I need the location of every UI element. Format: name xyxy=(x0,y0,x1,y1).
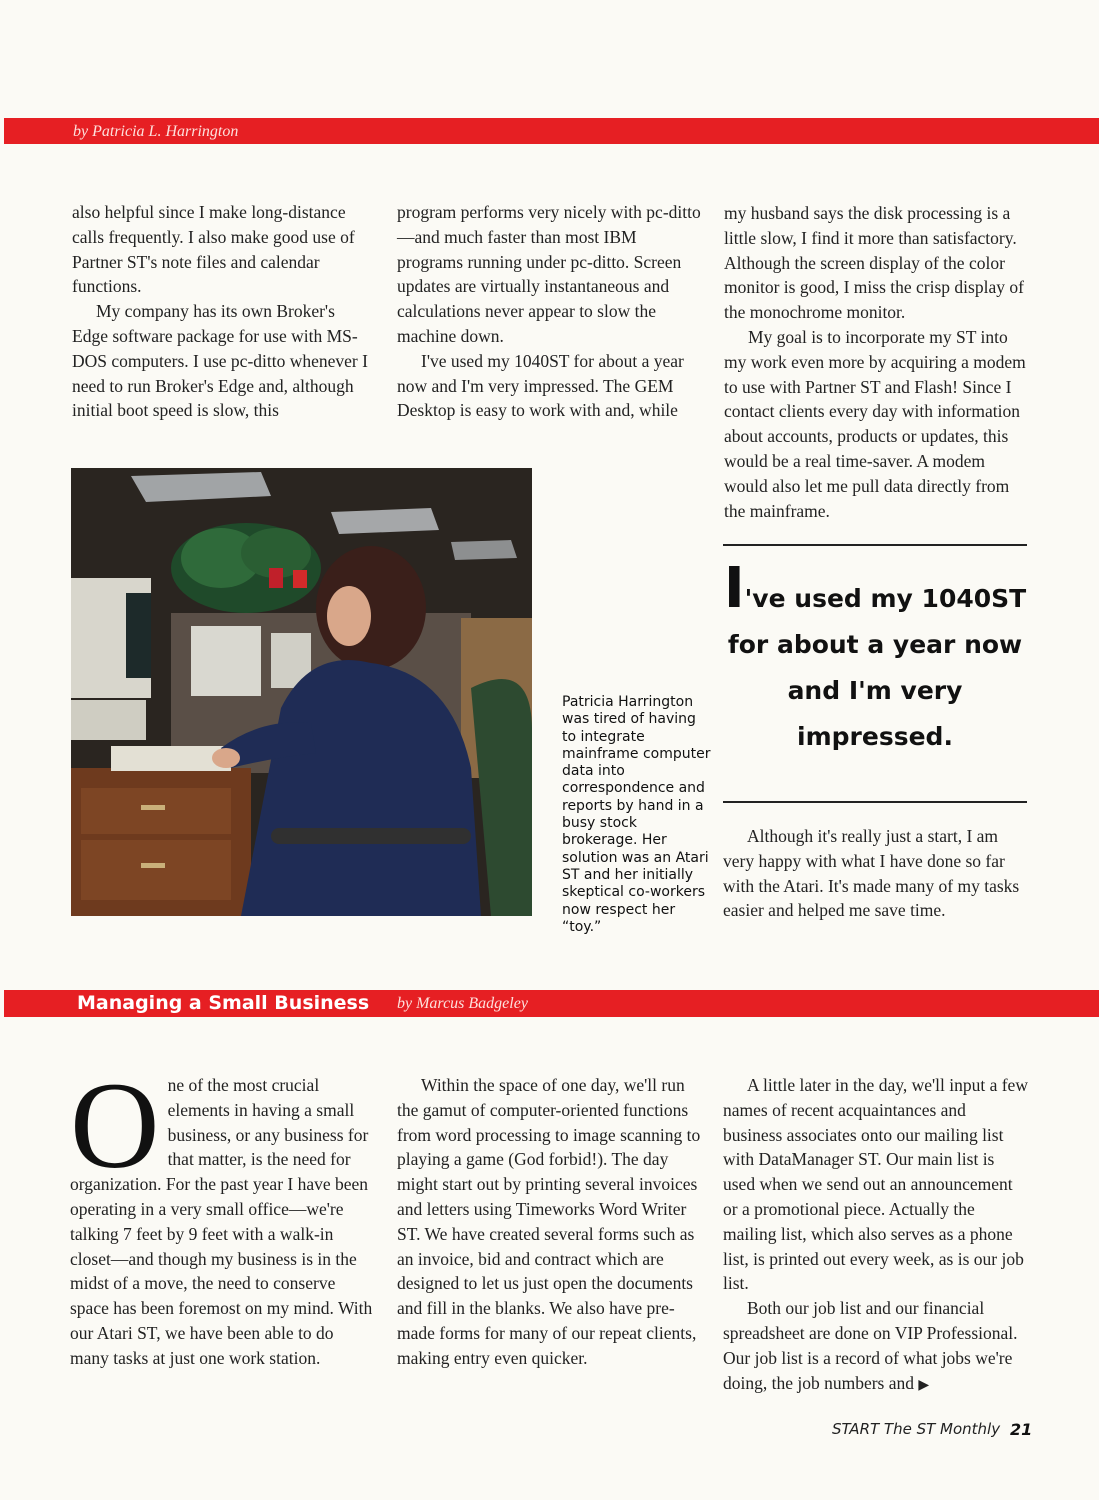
photo-caption: Patricia Harrington was tired of having to integrate mainframe computer data into correspondence and reports by hand in a busy stock brokerage. Her solution was an Atari ST and her initially skeptical co-workers now respect her “toy.” xyxy=(562,694,711,935)
continue-arrow-icon: ▶ xyxy=(918,1377,930,1393)
article1-closing xyxy=(723,824,1027,923)
paragraph: My company has its own Broker's Edge software package for use with MS-DOS computers. I use pc-ditto whenever I need to run Broker's Edge and, although initial boot speed is slow, this xyxy=(72,301,368,421)
page-number: 21 xyxy=(1010,1420,1033,1439)
pullquote-text: 've used my 1040ST for about a year now and I'm very impressed. xyxy=(727,584,1027,751)
drop-cap: O xyxy=(70,1057,160,1194)
paragraph-text: Both our job list and our financial spreadsheet are done on VIP Professional. Our job list is a record of what jobs we're doing, the job numbers and xyxy=(723,1298,1018,1393)
paragraph: also helpful since I make long-distance calls frequently. I also make good use of Partner ST's note files and calendar functions. xyxy=(72,202,355,297)
paragraph xyxy=(70,1057,375,1371)
pullquote-rule-bottom xyxy=(723,801,1027,803)
paragraph: I've used my 1040ST for about a year now and I'm very impressed. The GEM Desktop is easy to work with and, while xyxy=(397,350,684,421)
paragraph: my husband says the disk processing is a little slow, I find it more than satisfactory. Although the screen display of the color monitor is good, I miss the crisp display of the monochrome monitor. xyxy=(724,203,1024,323)
paragraph: My goal is to incorporate my ST into my work even more by acquiring a modem to use with Partner ST and Flash! Since I contact clients every day with information about accounts, products or updates, this would be a real time-saver. A modem would also let me pull data directly from the mainframe. xyxy=(724,326,1026,521)
article1-column-3 xyxy=(724,201,1028,523)
paragraph: Within the space of one day, we'll run the gamut of computer-oriented functions from word processing to image scanning to playing a game (God forbid!). The day might start out by printing several invoices and letters using Timeworks Word Writer ST. We have created several forms such as an invoice, bid and contract which are designed to let us just open the documents and fill in the blanks. We also have pre-made forms for many of our repeat clients, making entry even quicker. xyxy=(397,1075,701,1368)
paragraph: Although it's really just a start, I am very happy with what I have done so far with the Atari. It's made many of my tasks easier and helped me save time. xyxy=(723,826,1020,921)
section-title: Managing a Small Business xyxy=(77,992,370,1014)
article1-column-1 xyxy=(72,200,372,423)
byline-article1: by Patricia L. Harrington xyxy=(73,123,239,140)
paragraph xyxy=(723,1296,1028,1398)
paragraph: program performs very nicely with pc-ditto—and much faster than most IBM programs running under pc-ditto. Screen updates are virtually instantaneous and calculations never appear to slow the machine down. xyxy=(397,202,701,346)
magazine-name: START The ST Monthly xyxy=(832,1420,1001,1438)
pullquote xyxy=(723,556,1027,760)
paragraph: A little later in the day, we'll input a few names of recent acquaintances and business associates onto our mailing list with DataManager ST. Our main list is used when we send out an announcement or a promotional piece. Actually the mailing list, which also serves as a phone list, is printed out every week, as is our job list. xyxy=(723,1075,1028,1294)
paragraph-text: ne of the most crucial elements in having a small business, or any business for that matter, is the need for organization. For the past year I have been operating in a very small office—we're talking 7 feet by 9 feet with a walk-in closet—and though my business is in the midst of a move, the need to conserve space has been foremost on my mind. With our Atari ST, we have been able to do many tasks at just one work station. xyxy=(70,1075,373,1368)
pullquote-initial: I xyxy=(723,556,745,621)
article2-column-1 xyxy=(70,1057,375,1371)
article2-column-3 xyxy=(723,1073,1028,1398)
office-photo xyxy=(71,468,532,916)
pullquote-rule-top xyxy=(723,544,1027,546)
article1-column-2 xyxy=(397,200,703,423)
byline-article2: by Marcus Badgeley xyxy=(397,995,528,1012)
article2-column-2 xyxy=(397,1073,705,1371)
